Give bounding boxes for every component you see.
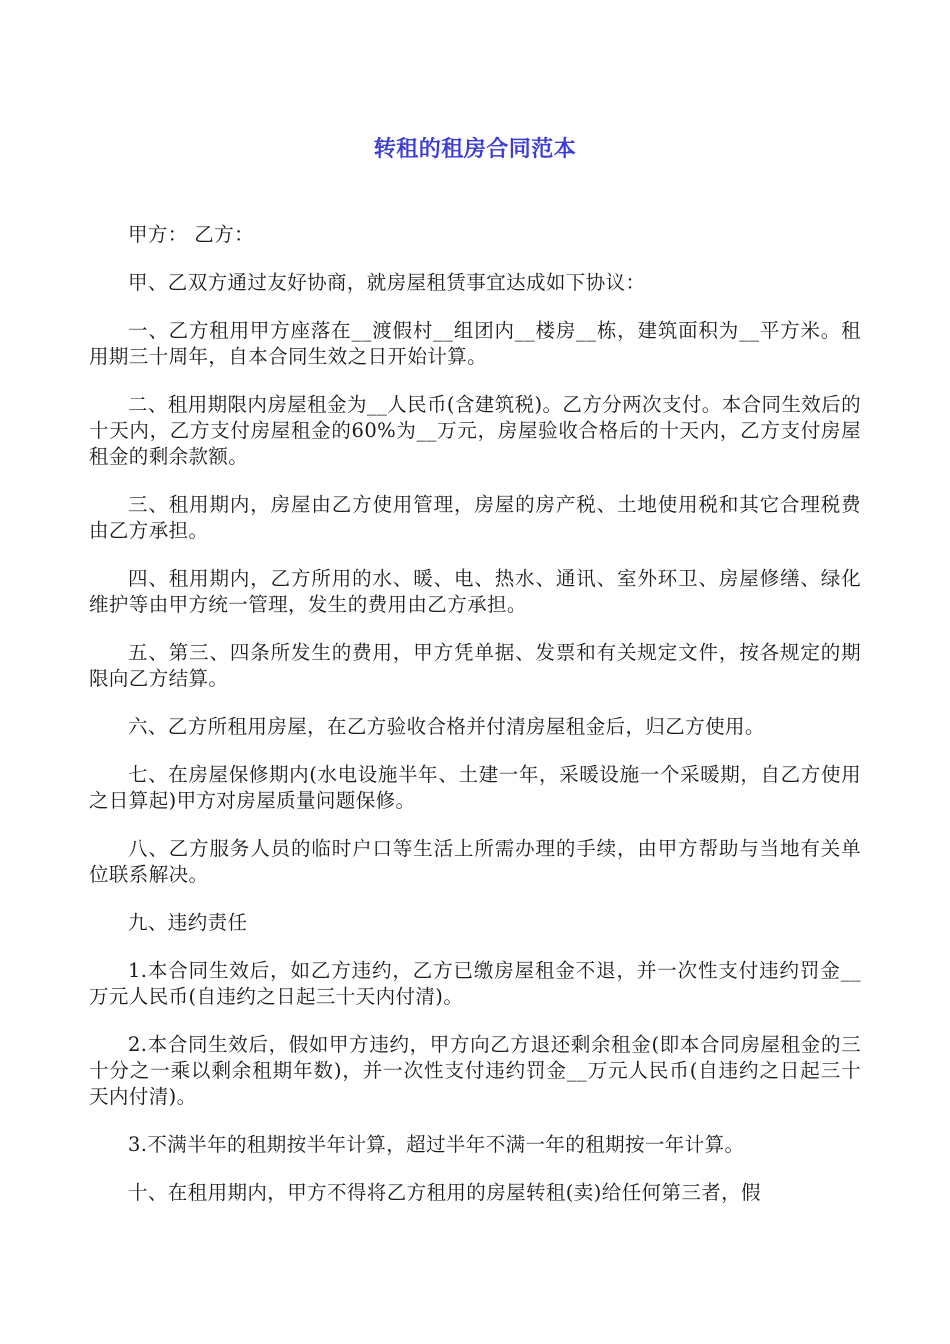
clause-10: 十、在租用期内，甲方不得将乙方租用的房屋转租(卖)给任何第三者，假 bbox=[128, 1181, 761, 1204]
clause-4: 四、租用期内，乙方所用的水、暖、电、热水、通讯、室外环卫、房屋修缮、绿化维护等由甲方统一管理，发生的费用由乙方承担。 bbox=[89, 567, 861, 616]
clause-6: 六、乙方所租用房屋，在乙方验收合格并付清房屋租金后，归乙方使用。 bbox=[128, 715, 765, 738]
clause-9-item-2: 2.本合同生效后，假如甲方违约，甲方向乙方退还剩余租金(即本合同房屋租金的三十分之一乘以剩余租期年数)，并一次性支付违约罚金__万元人民币(自违约之日起三十天内付清)。 bbox=[89, 1033, 861, 1108]
clause-1: 一、乙方租用甲方座落在__渡假村__组团内__楼房__栋，建筑面积为__平方米。租用期三十周年，自本合同生效之日开始计算。 bbox=[89, 319, 861, 368]
clause-9-item-1: 1.本合同生效后，如乙方违约，乙方已缴房屋租金不退，并一次性支付违约罚金__万元人民币(自违约之日起三十天内付清)。 bbox=[89, 959, 861, 1008]
clause-3: 三、租用期内，房屋由乙方使用管理，房屋的房产税、土地使用税和其它合理税费由乙方承担。 bbox=[89, 493, 861, 542]
agreement-intro: 甲、乙双方通过友好协商，就房屋租赁事宜达成如下协议： bbox=[128, 271, 646, 294]
clause-5: 五、第三、四条所发生的费用，甲方凭单据、发票和有关规定文件，按各规定的期限向乙方结算。 bbox=[89, 641, 861, 690]
document-body bbox=[89, 222, 861, 1206]
parties-line: 甲方： 乙方： bbox=[128, 223, 254, 246]
clause-2: 二、租用期限内房屋租金为__人民币(含建筑税)。乙方分两次支付。本合同生效后的十天内，乙方支付房屋租金的60%为__万元，房屋验收合格后的十天内，乙方支付房屋租金的剩余款额。 bbox=[89, 393, 861, 468]
document-title: 转租的租房合同范本 bbox=[373, 137, 577, 162]
clause-9-heading: 九、违约责任 bbox=[128, 911, 248, 934]
clause-7: 七、在房屋保修期内(水电设施半年、土建一年，采暖设施一个采暖期，自乙方使用之日算起)甲方对房屋质量问题保修。 bbox=[89, 763, 861, 812]
clause-8: 八、乙方服务人员的临时户口等生活上所需办理的手续，由甲方帮助与当地有关单位联系解决。 bbox=[89, 837, 861, 886]
clause-9-item-3: 3.不满半年的租期按半年计算，超过半年不满一年的租期按一年计算。 bbox=[128, 1133, 745, 1156]
